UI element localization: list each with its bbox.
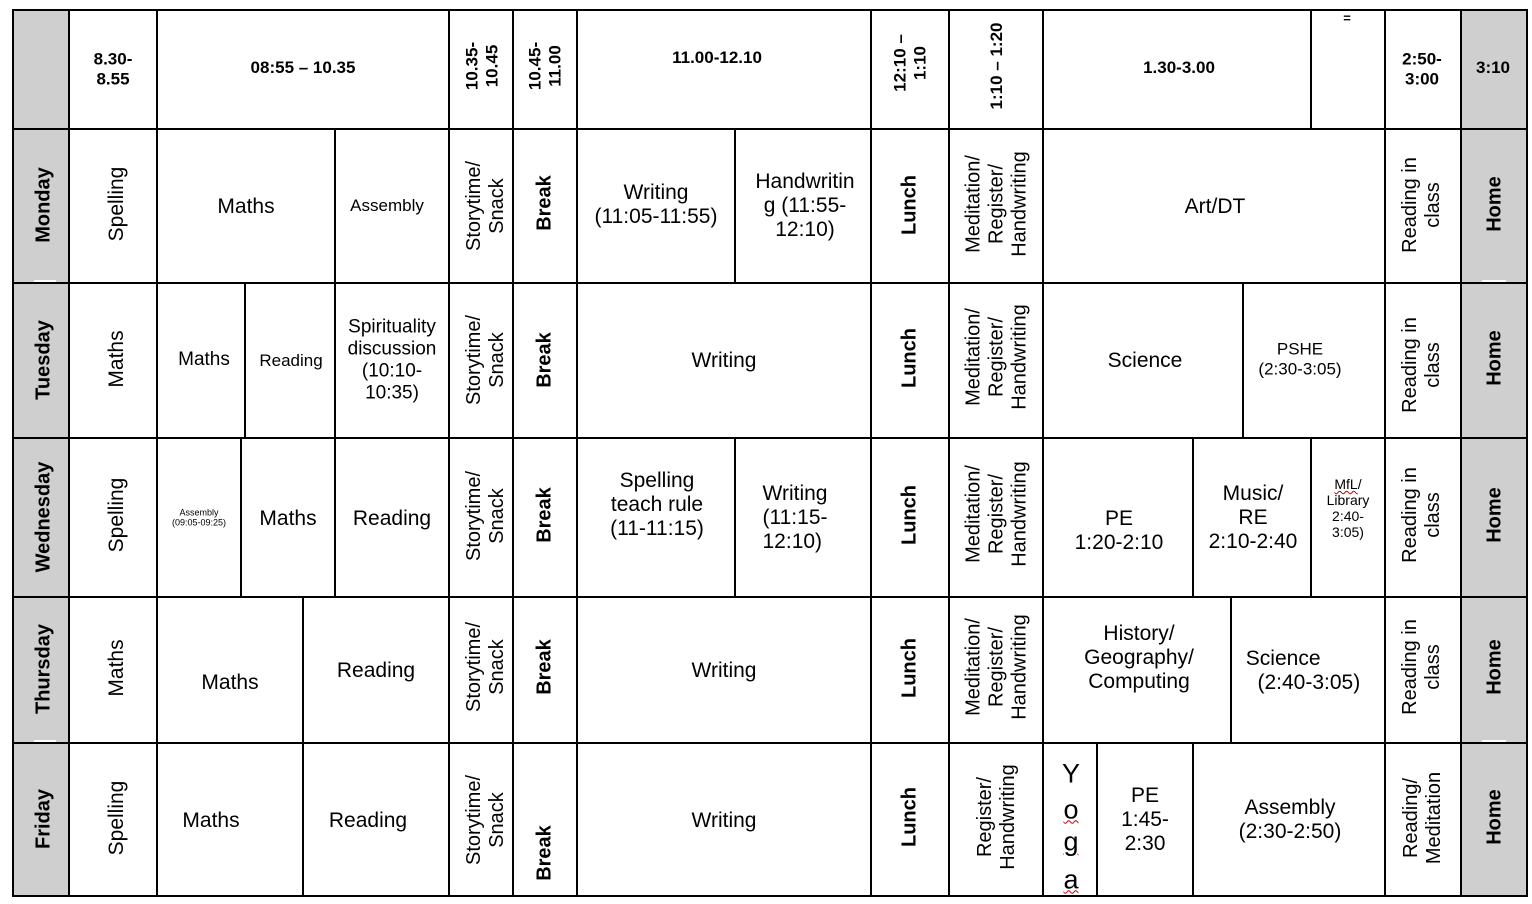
- lesson-cell: Music/ RE 2:10-2:40: [1208, 481, 1298, 554]
- lesson-cell: Assembly (2:30-2:50): [1238, 795, 1342, 843]
- lesson-cell-text: / Library 2:40- 3:05): [1326, 475, 1370, 541]
- day-label-tuesday: Tuesday: [32, 320, 55, 400]
- lesson-cell: Storytime/ Snack: [463, 470, 508, 562]
- grid-line: [12, 9, 1528, 11]
- grid-line: [12, 282, 1528, 284]
- lesson-cell: Storytime/ Snack: [463, 314, 508, 406]
- time-slot-header: 10.35- 10.45: [462, 41, 501, 91]
- grid-line: [948, 9, 950, 897]
- grid-line: [448, 9, 450, 897]
- time-slot-header: 1:10 – 1:20: [987, 22, 1007, 110]
- grid-line: [1096, 742, 1098, 897]
- lesson-cell: Reading: [352, 506, 432, 530]
- time-slot-header: 8.30- 8.55: [93, 49, 133, 88]
- lesson-cell: Science: [1107, 348, 1183, 372]
- lesson-cell: Break: [533, 825, 556, 881]
- lesson-cell: Break: [533, 175, 556, 231]
- time-slot-header: 1.30-3.00: [1143, 58, 1215, 78]
- lesson-cell: Home: [1483, 330, 1506, 386]
- grid-line: [334, 128, 336, 283]
- lesson-cell: Maths: [259, 506, 317, 530]
- lesson-cell: a: [1063, 864, 1079, 895]
- lesson-cell: Maths: [182, 808, 240, 832]
- lesson-cell: Home: [1483, 639, 1506, 695]
- divider-mark: [1482, 740, 1506, 742]
- lesson-cell: Art/DT: [1184, 194, 1246, 218]
- time-slot-header: =: [1343, 10, 1351, 26]
- lesson-cell: Spelling: [104, 477, 128, 553]
- lesson-cell: Writing: [691, 808, 757, 832]
- time-slot-header: 10.45- 11.00: [525, 41, 564, 91]
- lesson-cell: Spelling teach rule (11-11:15): [610, 468, 704, 541]
- grid-line: [1230, 596, 1232, 743]
- lesson-cell: g: [1063, 826, 1079, 857]
- time-slot-header: 3:10: [1475, 58, 1511, 78]
- lesson-cell: Maths: [104, 330, 128, 388]
- lesson-cell: PSHE (2:30-3:05): [1258, 339, 1342, 378]
- grid-line: [12, 128, 1528, 130]
- lesson-cell: Home: [1483, 487, 1506, 543]
- lesson-cell: Writing: [691, 348, 757, 372]
- lesson-cell: Home: [1483, 176, 1506, 232]
- lesson-cell: Writing (11:05-11:55): [594, 180, 718, 228]
- lesson-cell: Maths: [201, 670, 259, 694]
- lesson-cell: Home: [1483, 789, 1506, 845]
- grid-line: [302, 596, 304, 743]
- grid-line: [1384, 9, 1386, 897]
- lesson-cell: Reading in class: [1399, 467, 1444, 563]
- time-slot-header: 08:55 – 10.35: [250, 58, 356, 78]
- grid-line: [734, 128, 736, 283]
- lesson-cell: Writing (11:15- 12:10): [762, 481, 828, 554]
- lesson-cell: Storytime/ Snack: [463, 621, 508, 713]
- lesson-cell: Maths: [178, 349, 230, 371]
- lesson-cell-text: MfL: [1334, 475, 1358, 492]
- lesson-cell: Break: [533, 487, 556, 543]
- time-slot-header: 11.00-12.10: [672, 48, 762, 68]
- lesson-cell: History/ Geography/ Computing: [1084, 621, 1194, 694]
- lesson-cell: Spelling: [104, 166, 128, 242]
- lesson-cell: Meditation/ Register/ Handwriting: [962, 304, 1031, 410]
- grid-line: [1192, 742, 1194, 897]
- lesson-cell: Assembly: [350, 196, 424, 216]
- grid-line: [240, 437, 242, 597]
- lesson-cell: Reading in class: [1399, 317, 1444, 413]
- lesson-cell: Y: [1061, 758, 1081, 789]
- grid-line: [1460, 9, 1462, 897]
- grid-line: [512, 9, 514, 897]
- grid-line: [12, 9, 14, 897]
- grid-line: [1310, 9, 1312, 129]
- time-slot-header: 12:10 – 1:10: [890, 34, 929, 92]
- lesson-cell: Assembly (09:05-09:25): [171, 507, 227, 528]
- lesson-cell: Spelling: [104, 780, 128, 856]
- lesson-cell: Handwritin g (11:55- 12:10): [755, 169, 855, 242]
- lesson-cell: Lunch: [898, 787, 921, 847]
- lesson-cell: Lunch: [898, 485, 921, 545]
- lesson-cell: o: [1063, 794, 1079, 825]
- lesson-cell: Reading: [336, 658, 416, 682]
- grid-line: [244, 282, 246, 438]
- lesson-cell: Reading in class: [1399, 157, 1444, 253]
- grid-line: [68, 9, 70, 897]
- lesson-cell: Meditation/ Register/ Handwriting: [962, 614, 1031, 720]
- day-label-wednesday: Wednesday: [32, 461, 55, 573]
- lesson-cell: Lunch: [898, 638, 921, 698]
- lesson-cell: Lunch: [898, 175, 921, 235]
- grid-line: [1042, 9, 1044, 897]
- grid-line: [870, 9, 872, 897]
- grid-line: [1242, 282, 1244, 438]
- lesson-cell: Maths: [217, 194, 275, 218]
- grid-line: [576, 9, 578, 897]
- lesson-cell: [1327, 476, 1370, 540]
- lesson-cell: Storytime/ Snack: [463, 774, 508, 866]
- lesson-cell: PE 1:20-2:10: [1074, 506, 1164, 554]
- lesson-cell: Reading in class: [1399, 619, 1444, 715]
- day-label-monday: Monday: [32, 167, 55, 243]
- lesson-cell: Spirituality discussion (10:10- 10:35): [347, 316, 437, 403]
- grid-line: [12, 742, 1528, 744]
- grid-line: [1526, 9, 1528, 897]
- grid-line: [302, 742, 304, 897]
- grid-line: [156, 9, 158, 897]
- lesson-cell: Storytime/ Snack: [463, 160, 508, 252]
- lesson-cell: Writing: [691, 658, 757, 682]
- day-label-thursday: Thursday: [32, 623, 55, 715]
- grid-line: [1192, 437, 1194, 597]
- lesson-cell: Reading: [259, 351, 323, 371]
- lesson-cell: Meditation/ Register/ Handwriting: [962, 461, 1031, 567]
- divider-mark: [34, 740, 56, 742]
- lesson-cell: PE 1:45- 2:30: [1121, 783, 1169, 856]
- lesson-cell: Reading/ Meditation: [1400, 771, 1445, 865]
- lesson-cell: Maths: [104, 639, 128, 697]
- lesson-cell: Register/ Handwriting: [974, 764, 1019, 870]
- grid-line: [334, 437, 336, 597]
- lesson-cell: Reading: [328, 808, 408, 832]
- lesson-cell: Lunch: [898, 328, 921, 388]
- lesson-cell: Break: [533, 639, 556, 695]
- grid-line: [334, 282, 336, 438]
- grid-line: [734, 437, 736, 597]
- corner-cell: [13, 10, 70, 129]
- divider-mark: [34, 280, 56, 282]
- lesson-cell: Break: [533, 332, 556, 388]
- grid-line: [1310, 437, 1312, 597]
- day-label-friday: Friday: [32, 788, 55, 850]
- lesson-cell: Meditation/ Register/ Handwriting: [962, 151, 1031, 257]
- lesson-cell: Science (2:40-3:05): [1245, 646, 1361, 694]
- grid-line: [12, 895, 1528, 897]
- divider-mark: [1482, 280, 1506, 282]
- time-slot-header: 2:50- 3:00: [1402, 49, 1442, 88]
